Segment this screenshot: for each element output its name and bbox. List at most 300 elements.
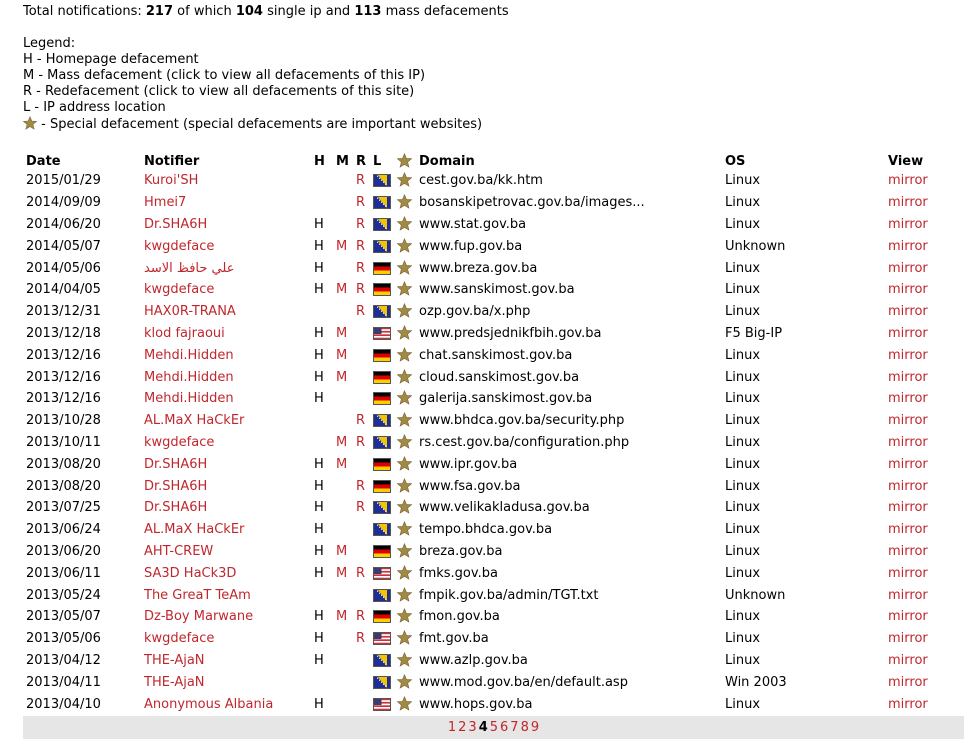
germany-flag-icon bbox=[373, 262, 391, 275]
row-h-flag: H bbox=[314, 631, 324, 647]
notifier-link[interactable]: AL.MaX HaCkEr bbox=[144, 413, 245, 429]
row-location bbox=[370, 235, 394, 257]
row-view-cell bbox=[885, 323, 964, 345]
row-view-cell bbox=[885, 279, 964, 301]
notifier-link[interactable]: THE-AjaN bbox=[144, 674, 205, 690]
notifier-link[interactable]: Dr.SHA6H bbox=[144, 500, 208, 516]
row-h-flag: H bbox=[314, 522, 324, 538]
row-os: Unknown bbox=[725, 587, 786, 603]
table-row bbox=[23, 432, 964, 454]
table-row bbox=[23, 584, 964, 606]
row-view-cell bbox=[885, 475, 964, 497]
row-date: 2013/08/20 bbox=[26, 478, 101, 494]
row-domain: bosanskipetrovac.gov.ba/images... bbox=[419, 195, 645, 211]
mirror-link[interactable]: mirror bbox=[888, 543, 928, 559]
row-m-flag bbox=[333, 650, 353, 672]
star-icon bbox=[394, 323, 416, 345]
row-r-flag[interactable]: R bbox=[356, 631, 366, 647]
row-r-flag bbox=[353, 584, 370, 606]
page-link[interactable]: 3 bbox=[468, 720, 477, 735]
row-r-flag bbox=[353, 366, 370, 388]
row-m-flag bbox=[333, 475, 353, 497]
row-notifier-cell bbox=[141, 301, 311, 323]
row-domain: www.fup.gov.ba bbox=[419, 238, 523, 254]
notifier-link[interactable]: Hmei7 bbox=[144, 195, 187, 211]
row-os: Linux bbox=[725, 631, 761, 647]
row-m-flag[interactable]: M bbox=[336, 238, 348, 254]
row-h-flag: H bbox=[314, 652, 324, 668]
mirror-link[interactable]: mirror bbox=[888, 565, 928, 581]
row-domain: www.ipr.gov.ba bbox=[419, 456, 518, 472]
row-notifier-cell bbox=[141, 235, 311, 257]
row-r-flag[interactable]: R bbox=[356, 260, 366, 276]
row-h-flag bbox=[311, 584, 333, 606]
row-location bbox=[370, 410, 394, 432]
row-m-flag bbox=[333, 257, 353, 279]
row-m-flag bbox=[333, 301, 353, 323]
summary-single: 104 bbox=[235, 4, 263, 19]
mirror-link[interactable]: mirror bbox=[888, 347, 928, 363]
row-view-cell bbox=[885, 192, 964, 214]
notifier-link[interactable]: kwgdeface bbox=[144, 631, 215, 647]
row-view-cell bbox=[885, 671, 964, 693]
row-r-flag[interactable]: R bbox=[356, 565, 366, 581]
row-os: Linux bbox=[725, 304, 761, 320]
row-r-flag[interactable]: R bbox=[356, 500, 366, 516]
row-h-flag: H bbox=[314, 543, 324, 559]
row-notifier-cell bbox=[141, 192, 311, 214]
page-link[interactable]: 2 bbox=[458, 720, 467, 735]
notifier-link[interactable]: kwgdeface bbox=[144, 238, 215, 254]
star-icon bbox=[394, 235, 416, 257]
notifier-link[interactable]: علي حافظ الاسد bbox=[144, 260, 235, 276]
bosnia-flag-icon bbox=[373, 654, 391, 667]
row-os: Linux bbox=[725, 391, 761, 407]
summary-mid-2: single ip and bbox=[262, 4, 355, 19]
row-notifier-cell bbox=[141, 432, 311, 454]
row-view-cell bbox=[885, 301, 964, 323]
row-r-flag[interactable]: R bbox=[356, 478, 366, 494]
star-icon bbox=[394, 475, 416, 497]
row-date: 2013/04/12 bbox=[26, 652, 101, 668]
mirror-link[interactable]: mirror bbox=[888, 391, 928, 407]
row-view-cell bbox=[885, 257, 964, 279]
row-notifier-cell bbox=[141, 388, 311, 410]
bosnia-flag-icon bbox=[373, 436, 391, 449]
usa-flag-icon bbox=[373, 698, 391, 711]
notifier-link[interactable]: SA3D HaCk3D bbox=[144, 565, 237, 581]
row-m-flag bbox=[333, 671, 353, 693]
bosnia-flag-icon bbox=[373, 218, 391, 231]
star-icon bbox=[394, 279, 416, 301]
row-h-flag: H bbox=[314, 369, 324, 385]
bosnia-flag-icon bbox=[373, 174, 391, 187]
mirror-link[interactable]: mirror bbox=[888, 478, 928, 494]
row-date: 2013/10/28 bbox=[26, 413, 101, 429]
germany-flag-icon bbox=[373, 610, 391, 623]
row-m-flag[interactable]: M bbox=[336, 347, 348, 363]
row-view-cell bbox=[885, 432, 964, 454]
row-r-flag[interactable]: R bbox=[356, 216, 366, 232]
row-date: 2013/04/11 bbox=[26, 674, 101, 690]
star-icon bbox=[394, 257, 416, 279]
row-h-flag: H bbox=[314, 282, 324, 298]
row-r-flag bbox=[353, 541, 370, 563]
row-os: Linux bbox=[725, 369, 761, 385]
defacement-table bbox=[23, 152, 964, 715]
mirror-link[interactable]: mirror bbox=[888, 500, 928, 516]
row-date: 2013/05/06 bbox=[26, 631, 101, 647]
row-location bbox=[370, 693, 394, 715]
table-row bbox=[23, 606, 964, 628]
row-h-flag: H bbox=[314, 478, 324, 494]
germany-flag-icon bbox=[373, 545, 391, 558]
row-h-flag: H bbox=[314, 609, 324, 625]
summary-mass: 113 bbox=[354, 4, 382, 19]
table-row bbox=[23, 323, 964, 345]
legend-mass: M - Mass defacement (click to view all defacements of this IP) bbox=[23, 68, 426, 83]
bosnia-flag-icon bbox=[373, 305, 391, 318]
table-row bbox=[23, 650, 964, 672]
page-link[interactable]: 6 bbox=[500, 720, 509, 735]
page-link[interactable]: 9 bbox=[530, 720, 540, 735]
row-r-flag bbox=[353, 519, 370, 541]
page-link[interactable]: 8 bbox=[520, 720, 529, 735]
star-icon bbox=[394, 301, 416, 323]
row-date: 2013/12/18 bbox=[26, 325, 101, 341]
row-m-flag[interactable]: M bbox=[336, 609, 348, 625]
star-icon bbox=[23, 116, 37, 130]
col-m: M bbox=[336, 153, 349, 169]
notifier-link[interactable]: Dr.SHA6H bbox=[144, 216, 208, 232]
bosnia-flag-icon bbox=[373, 589, 391, 602]
row-location bbox=[370, 497, 394, 519]
mirror-link[interactable]: mirror bbox=[888, 325, 928, 341]
table-row bbox=[23, 279, 964, 301]
row-os: Linux bbox=[725, 609, 761, 625]
col-view: View bbox=[888, 153, 924, 169]
star-icon bbox=[394, 497, 416, 519]
star-icon bbox=[394, 453, 416, 475]
mirror-link[interactable]: mirror bbox=[888, 674, 928, 690]
row-view-cell bbox=[885, 497, 964, 519]
table-row bbox=[23, 497, 964, 519]
row-view-cell bbox=[885, 170, 964, 192]
row-date: 2013/05/07 bbox=[26, 609, 101, 625]
row-notifier-cell bbox=[141, 323, 311, 345]
row-os: Win 2003 bbox=[725, 674, 787, 690]
notifier-link[interactable]: THE-AjaN bbox=[144, 652, 205, 668]
table-row bbox=[23, 366, 964, 388]
row-notifier-cell bbox=[141, 257, 311, 279]
row-location bbox=[370, 366, 394, 388]
mirror-link[interactable]: mirror bbox=[888, 238, 928, 254]
notifier-link[interactable]: Mehdi.Hidden bbox=[144, 369, 234, 385]
row-h-flag bbox=[311, 410, 333, 432]
row-view-cell bbox=[885, 344, 964, 366]
row-h-flag bbox=[311, 671, 333, 693]
row-view-cell bbox=[885, 584, 964, 606]
row-r-flag[interactable]: R bbox=[356, 173, 366, 189]
row-domain: www.predsjednikfbih.gov.ba bbox=[419, 325, 602, 341]
row-date: 2013/12/16 bbox=[26, 391, 101, 407]
mirror-link[interactable]: mirror bbox=[888, 369, 928, 385]
notifier-link[interactable]: Dr.SHA6H bbox=[144, 456, 208, 472]
row-r-flag bbox=[353, 388, 370, 410]
star-icon bbox=[394, 192, 416, 214]
legend-location: L - IP address location bbox=[23, 100, 166, 115]
mirror-link[interactable]: mirror bbox=[888, 631, 928, 647]
row-domain: www.stat.gov.ba bbox=[419, 216, 527, 232]
mirror-link[interactable]: mirror bbox=[888, 260, 928, 276]
notifier-link[interactable]: HAX0R-TRANA bbox=[144, 304, 236, 320]
mirror-link[interactable]: mirror bbox=[888, 696, 928, 712]
row-h-flag: H bbox=[314, 391, 324, 407]
row-m-flag bbox=[333, 388, 353, 410]
mirror-link[interactable]: mirror bbox=[888, 195, 928, 211]
pagination bbox=[23, 716, 964, 739]
legend-special-line bbox=[23, 116, 482, 133]
star-icon bbox=[394, 432, 416, 454]
row-notifier-cell bbox=[141, 562, 311, 584]
notifier-link[interactable]: The GreaT TeAm bbox=[144, 587, 251, 603]
row-view-cell bbox=[885, 606, 964, 628]
col-h: H bbox=[314, 153, 325, 169]
row-location bbox=[370, 519, 394, 541]
table-row bbox=[23, 562, 964, 584]
row-os: Linux bbox=[725, 500, 761, 516]
summary-mid-1: of which bbox=[173, 4, 236, 19]
row-os: Linux bbox=[725, 565, 761, 581]
row-date: 2013/10/11 bbox=[26, 434, 101, 450]
notifier-link[interactable]: Anonymous Albania bbox=[144, 696, 274, 712]
row-domain: ozp.gov.ba/x.php bbox=[419, 304, 531, 320]
table-row bbox=[23, 453, 964, 475]
mirror-link[interactable]: mirror bbox=[888, 434, 928, 450]
row-h-flag: H bbox=[314, 456, 324, 472]
notifier-link[interactable]: AL.MaX HaCkEr bbox=[144, 522, 245, 538]
table-row bbox=[23, 475, 964, 497]
row-date: 2013/07/25 bbox=[26, 500, 101, 516]
germany-flag-icon bbox=[373, 371, 391, 384]
row-domain: fmks.gov.ba bbox=[419, 565, 498, 581]
notifier-link[interactable]: Mehdi.Hidden bbox=[144, 347, 234, 363]
row-view-cell bbox=[885, 628, 964, 650]
page-link[interactable]: 5 bbox=[489, 720, 499, 735]
row-view-cell bbox=[885, 366, 964, 388]
row-os: Linux bbox=[725, 347, 761, 363]
bosnia-flag-icon bbox=[373, 414, 391, 427]
mirror-link[interactable]: mirror bbox=[888, 522, 928, 538]
notifier-link[interactable]: klod fajraoui bbox=[144, 325, 225, 341]
row-notifier-cell bbox=[141, 671, 311, 693]
row-location bbox=[370, 671, 394, 693]
germany-flag-icon bbox=[373, 283, 391, 296]
row-notifier-cell bbox=[141, 475, 311, 497]
row-m-flag bbox=[333, 519, 353, 541]
row-date: 2013/06/24 bbox=[26, 522, 101, 538]
notifier-link[interactable]: AHT-CREW bbox=[144, 543, 214, 559]
star-icon bbox=[394, 214, 416, 236]
star-icon bbox=[394, 606, 416, 628]
table-row bbox=[23, 410, 964, 432]
table-row bbox=[23, 628, 964, 650]
row-location bbox=[370, 170, 394, 192]
row-os: Linux bbox=[725, 543, 761, 559]
row-os: Linux bbox=[725, 260, 761, 276]
row-os: Unknown bbox=[725, 238, 786, 254]
row-os: Linux bbox=[725, 216, 761, 232]
row-r-flag[interactable]: R bbox=[356, 195, 366, 211]
row-domain: www.hops.gov.ba bbox=[419, 696, 533, 712]
germany-flag-icon bbox=[373, 349, 391, 362]
col-domain: Domain bbox=[419, 153, 475, 169]
row-notifier-cell bbox=[141, 584, 311, 606]
row-date: 2014/05/06 bbox=[26, 260, 101, 276]
table-row bbox=[23, 693, 964, 715]
page-link[interactable]: 1 bbox=[447, 720, 457, 735]
row-m-flag bbox=[333, 584, 353, 606]
row-domain: www.bhdca.gov.ba/security.php bbox=[419, 413, 625, 429]
star-icon bbox=[394, 693, 416, 715]
row-h-flag bbox=[311, 432, 333, 454]
notifier-link[interactable]: Kuroi'SH bbox=[144, 173, 199, 189]
row-m-flag[interactable]: M bbox=[336, 456, 348, 472]
row-r-flag bbox=[353, 323, 370, 345]
row-h-flag bbox=[311, 301, 333, 323]
row-h-flag: H bbox=[314, 238, 324, 254]
page-current: 4 bbox=[478, 720, 488, 735]
table-row bbox=[23, 257, 964, 279]
row-location bbox=[370, 584, 394, 606]
notifier-link[interactable]: Mehdi.Hidden bbox=[144, 391, 234, 407]
row-h-flag bbox=[311, 192, 333, 214]
bosnia-flag-icon bbox=[373, 501, 391, 514]
row-r-flag[interactable]: R bbox=[356, 304, 366, 320]
row-m-flag bbox=[333, 497, 353, 519]
mirror-link[interactable]: mirror bbox=[888, 587, 928, 603]
mirror-link[interactable]: mirror bbox=[888, 609, 928, 625]
mirror-link[interactable]: mirror bbox=[888, 282, 928, 298]
row-date: 2013/08/20 bbox=[26, 456, 101, 472]
row-h-flag: H bbox=[314, 565, 324, 581]
row-domain: www.fsa.gov.ba bbox=[419, 478, 521, 494]
table-row bbox=[23, 192, 964, 214]
row-location bbox=[370, 453, 394, 475]
table-row bbox=[23, 541, 964, 563]
row-date: 2013/12/31 bbox=[26, 304, 101, 320]
star-icon bbox=[394, 388, 416, 410]
row-h-flag: H bbox=[314, 325, 324, 341]
row-r-flag[interactable]: R bbox=[356, 282, 366, 298]
col-notifier: Notifier bbox=[144, 153, 200, 169]
mirror-link[interactable]: mirror bbox=[888, 173, 928, 189]
table-row bbox=[23, 235, 964, 257]
row-date: 2013/12/16 bbox=[26, 347, 101, 363]
mirror-link[interactable]: mirror bbox=[888, 652, 928, 668]
legend bbox=[23, 36, 482, 133]
row-notifier-cell bbox=[141, 410, 311, 432]
mirror-link[interactable]: mirror bbox=[888, 413, 928, 429]
mirror-link[interactable]: mirror bbox=[888, 456, 928, 472]
row-r-flag[interactable]: R bbox=[356, 413, 366, 429]
mirror-link[interactable]: mirror bbox=[888, 304, 928, 320]
usa-flag-icon bbox=[373, 567, 391, 580]
row-notifier-cell bbox=[141, 214, 311, 236]
legend-special: - Special defacement (special defacements are important websites) bbox=[37, 117, 483, 132]
row-domain: rs.cest.gov.ba/configuration.php bbox=[419, 434, 630, 450]
row-h-flag: H bbox=[314, 347, 324, 363]
row-h-flag: H bbox=[314, 696, 324, 712]
star-icon bbox=[394, 519, 416, 541]
row-m-flag[interactable]: M bbox=[336, 565, 348, 581]
row-domain: galerija.sanskimost.gov.ba bbox=[419, 391, 593, 407]
row-m-flag[interactable]: M bbox=[336, 434, 348, 450]
row-date: 2015/01/29 bbox=[26, 173, 101, 189]
row-date: 2013/06/11 bbox=[26, 565, 101, 581]
notifier-link[interactable]: kwgdeface bbox=[144, 282, 215, 298]
row-location bbox=[370, 562, 394, 584]
row-domain: www.sanskimost.gov.ba bbox=[419, 282, 575, 298]
row-location bbox=[370, 628, 394, 650]
row-m-flag[interactable]: M bbox=[336, 325, 348, 341]
notifier-link[interactable]: kwgdeface bbox=[144, 434, 215, 450]
row-domain: www.velikakladusa.gov.ba bbox=[419, 500, 590, 516]
row-h-flag: H bbox=[314, 216, 324, 232]
table-row bbox=[23, 301, 964, 323]
row-view-cell bbox=[885, 388, 964, 410]
row-location bbox=[370, 432, 394, 454]
row-h-flag bbox=[311, 170, 333, 192]
row-notifier-cell bbox=[141, 366, 311, 388]
mirror-link[interactable]: mirror bbox=[888, 216, 928, 232]
row-domain: tempo.bhdca.gov.ba bbox=[419, 522, 553, 538]
row-r-flag[interactable]: R bbox=[356, 609, 366, 625]
row-m-flag[interactable]: M bbox=[336, 543, 348, 559]
legend-title: Legend: bbox=[23, 36, 76, 51]
row-location bbox=[370, 606, 394, 628]
bosnia-flag-icon bbox=[373, 676, 391, 689]
row-m-flag[interactable]: M bbox=[336, 369, 348, 385]
row-os: Linux bbox=[725, 456, 761, 472]
summary-total: 217 bbox=[145, 4, 174, 19]
star-icon bbox=[394, 410, 416, 432]
row-date: 2014/04/05 bbox=[26, 282, 101, 298]
notifier-link[interactable]: Dr.SHA6H bbox=[144, 478, 208, 494]
row-m-flag bbox=[333, 628, 353, 650]
page-link[interactable]: 7 bbox=[510, 720, 519, 735]
table-row bbox=[23, 388, 964, 410]
row-os: Linux bbox=[725, 434, 761, 450]
notifier-link[interactable]: Dz-Boy Marwane bbox=[144, 609, 254, 625]
row-domain: www.breza.gov.ba bbox=[419, 260, 538, 276]
row-m-flag[interactable]: M bbox=[336, 282, 348, 298]
row-os: Linux bbox=[725, 282, 761, 298]
row-date: 2013/04/10 bbox=[26, 696, 101, 712]
row-notifier-cell bbox=[141, 344, 311, 366]
bosnia-flag-icon bbox=[373, 196, 391, 209]
star-icon bbox=[394, 366, 416, 388]
row-date: 2014/06/20 bbox=[26, 216, 101, 232]
row-os: Linux bbox=[725, 195, 761, 211]
germany-flag-icon bbox=[373, 392, 391, 405]
row-domain: www.azlp.gov.ba bbox=[419, 652, 528, 668]
row-location bbox=[370, 214, 394, 236]
row-m-flag bbox=[333, 170, 353, 192]
row-view-cell bbox=[885, 693, 964, 715]
row-r-flag[interactable]: R bbox=[356, 238, 366, 254]
row-r-flag[interactable]: R bbox=[356, 434, 366, 450]
